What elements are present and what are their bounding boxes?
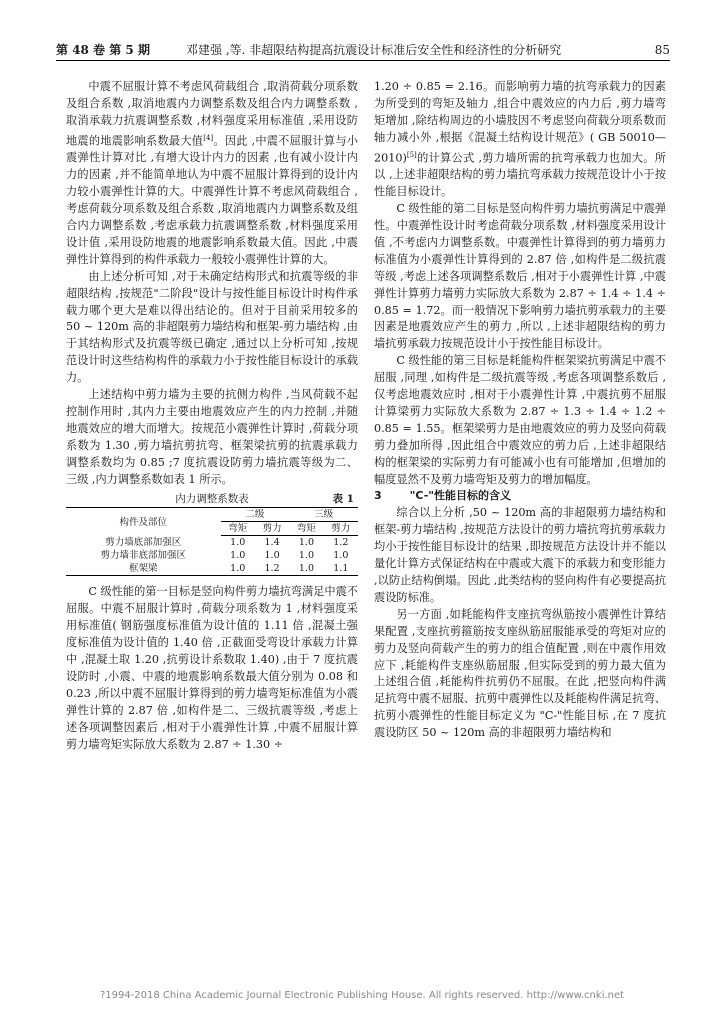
column-header-shear: 剪力 (255, 522, 289, 536)
section-number: 3 (374, 489, 382, 503)
paragraph: C 级性能的第三目标是耗能构件框架梁抗剪满足中震不屈服 ,同理 ,如构件是二级抗震等级 ,考虑各项调整系数后 ,仅考虑地震效应时 ,相对于小震弹性计算 ,中震抗剪不屈服计算梁剪力实际放大系数为 2.87 ÷ 1.3 ÷ 1.4 ÷ 1.2 ÷ 0.85 = 1.55。框架梁剪力是由地震效应的剪力及竖向荷载剪力叠加所得 ,因此组合中震效应的剪力后 ,上述非超限结构的框架梁的实际剪力有可能减小也有可能增加 ,但增加的幅度显然不及剪力墙弯矩及剪力的增加幅度。 (374, 354, 666, 486)
column-header-moment: 弯矩 (221, 522, 255, 536)
column-header-moment: 弯矩 (289, 522, 323, 536)
paragraph: 由上述分析可知 ,对于未确定结构形式和抗震等级的非超限结构 ,按规范"二阶段"设计与按性能目标设计时构件承载力哪个更大是难以得出结论的。但对于目前采用较多的 50 ~ 120m 高的非超限剪力墙结构和框架-剪力墙结构 ,由于其结构形式及抗震等级已确定 ,通过以上分析可知 ,按规范设计时这些结构构件的承载力小于按性能目标设计的承载力。 (66, 269, 358, 385)
citation[interactable]: [5] (406, 150, 417, 159)
table-1 (66, 492, 358, 576)
section-heading (374, 488, 666, 505)
column-header-grade-3: 三级 (289, 508, 358, 522)
left-column (66, 79, 358, 754)
paragraph: C 级性能的第二目标是竖向构件剪力墙抗剪满足中震弹性。中震弹性设计时考虑荷载分项系数 ,材料强度采用设计值 ,不考虑内力调整系数。中震弹性计算得到的剪力墙剪力标准值为小震弹性计算得到的 2.87 倍 ,如构件是二级抗震等级 ,考虑上述各项调整系数后 ,相对于小震弹性计算 ,中震弹性计算剪力墙剪力实际放大系数为 2.87 ÷ 1.4 ÷ 1.4 ÷ 0.85 = 1.72。而一般情况下影响剪力墙抗剪承载力的主要因素是地震效应产生的剪力 ,所以 ,上述非超限结构的剪力墙抗剪承载力按规范设计小于按性能目标设计。 (374, 202, 666, 351)
running-title: 邓建强 ,等. 非超限结构提高抗震设计标准后安全性和经济性的分析研究 (186, 43, 562, 57)
copyright-footer: ?1994-2018 China Academic Journal Electronic Publishing House. All rights reserved. http://www.cnki.net (99, 990, 625, 1001)
table-caption: 内力调整系数表 表 1 (175, 493, 354, 506)
table-row: 剪力墙非底部加强区 1.0 1.0 1.0 1.0 (100, 550, 349, 562)
paragraph: 上述结构中剪力墙为主要的抗侧力构件 ,当风荷载不起控制作用时 ,其内力主要由地震效应产生的内力控制 ,并随地震效应的增大而增大。按规范小震弹性计算时 ,荷载分项系数为 1.30 ,剪力墙抗剪抗弯、框架梁抗剪的抗震承载力调整系数均为 0.85 ;7 度抗震设防剪力墙抗震等级为二、三级 ,内力调整系数如表 1 所示。 (66, 388, 358, 486)
paragraph: C 级性能的第一目标是竖向构件剪力墙抗弯满足中震不屈服。中震不屈服计算时 ,荷载分项系数为 1 ,材料强度采用标准值( 钢筋强度标准值为设计值的 1.11 倍 ,混凝土强度标准值为设计值的 1.40 倍 ,正截面受弯设计承载力计算中 ,混凝土取 1.20 ,抗剪设计系数取 1.40) ,由于 7 度抗震设防时 ,小震、中震的地震影响系数最大值分别为 0.08 和 0.23 ,所以中震不屈服计算得到的剪力墙弯矩标准值为小震弹性计算的 2.87 倍 ,如构件是二、三级抗震等级 ,考虑上述各项调整因素后 ,相对于小震弹性计算 ,中震不屈服计算剪力墙弯矩实际放大系数为 2.87 ÷ 1.30 ÷ (66, 585, 358, 751)
right-column (374, 79, 666, 742)
paragraph: 另一方面 ,如耗能构件支座抗弯纵筋按小震弹性计算结果配置 ,支座抗剪箍筋按支座纵筋屈服能承受的弯矩对应的剪力及竖向荷载产生的剪力的组合值配置 ,则在中震作用效应下 ,耗能构件支座纵筋屈服 ,但实际受到的剪力最大值为上述组合值 ,耗能构件抗剪仍不屈服。在此 ,把竖向构件满足抗弯中震不屈服、抗剪中震弹性以及耗能构件满足抗弯、抗剪小震弹性的性能目标定义为 "C-"性能目标 ,在 7 度抗震设防区 50 ~ 120m 高的非超限剪力墙结构和 (374, 607, 666, 740)
adjustment-factor-table (66, 507, 358, 576)
paragraph: 中震不屈服计算不考虑风荷载组合 ,取消荷载分项系数及组合系数 ,取消地震内力调整系数及组合内力调整系数 ,取消承载力抗震调整系数 ,材料强度采用标准值 ,采用设防地震的地震影响系数最大值[4]。因此 ,中震不屈服计算与小震弹性计算对比 ,有增大设计内力的因素 ,也有减小设计内力的因素 ,并不能简单地认为中震不屈服计算得到的设计内力较小震弹性计算的大。中震弹性计算不考虑风荷载组合 ,考虑荷载分项系数及组合系数 ,取消地震内力调整系数及组合内力调整系数 ,考虑承载力抗震调整系数 ,材料强度采用设计值 ,采用设防地震的地震影响系数最大值。因此 ,中震弹性计算得到的构件承载力一般较小震弹性计算的大。 (66, 80, 358, 266)
section-title: "C-"性能目标的含义 (409, 489, 512, 503)
citation[interactable]: [4] (203, 133, 214, 142)
column-header-grade-2: 二级 (221, 508, 290, 522)
table-row: 框架梁 1.0 1.2 1.0 1.1 (66, 562, 358, 576)
table-number: 表 1 (332, 493, 354, 506)
journal-issue: 第 48 卷 第 5 期 (56, 43, 150, 57)
column-header-shear: 剪力 (324, 522, 358, 536)
paragraph: 1.20 ÷ 0.85 = 2.16。而影响剪力墙的抗弯承载力的因素为所受到的弯矩及轴力 ,组合中震效应的内力后 ,剪力墙弯矩增加 ,除结构周边的小墙肢因不考虑竖向荷载分项系数而轴力减小外 ,根据《混凝土结构设计规范》( GB 50010—2010)[5]的计算公式 ,剪力墙所需的抗弯承载力也加大。所以 ,上述非超限结构的剪力墙抗弯承载力按规范设计小于按性能目标设计。 (374, 80, 666, 199)
table-row: 剪力墙底部加强区 1.0 1.4 1.0 1.2 (105, 537, 349, 549)
running-header (56, 40, 670, 61)
page-number: 85 (654, 43, 670, 57)
paragraph: 综合以上分析 ,50 ~ 120m 高的非超限剪力墙结构和框架-剪力墙结构 ,按规范方法设计的剪力墙抗弯抗剪承载力均小于按性能目标设计的结果 ,即按规范方法设计并不能以量化计算方式保证结构在中震或大震下的承载力和变形能力 ,以防止结构倒塌。因此 ,此类结构的竖向构件有必要提高抗震设防标准。 (374, 506, 666, 604)
column-header-part: 构件及部位 (66, 508, 221, 536)
